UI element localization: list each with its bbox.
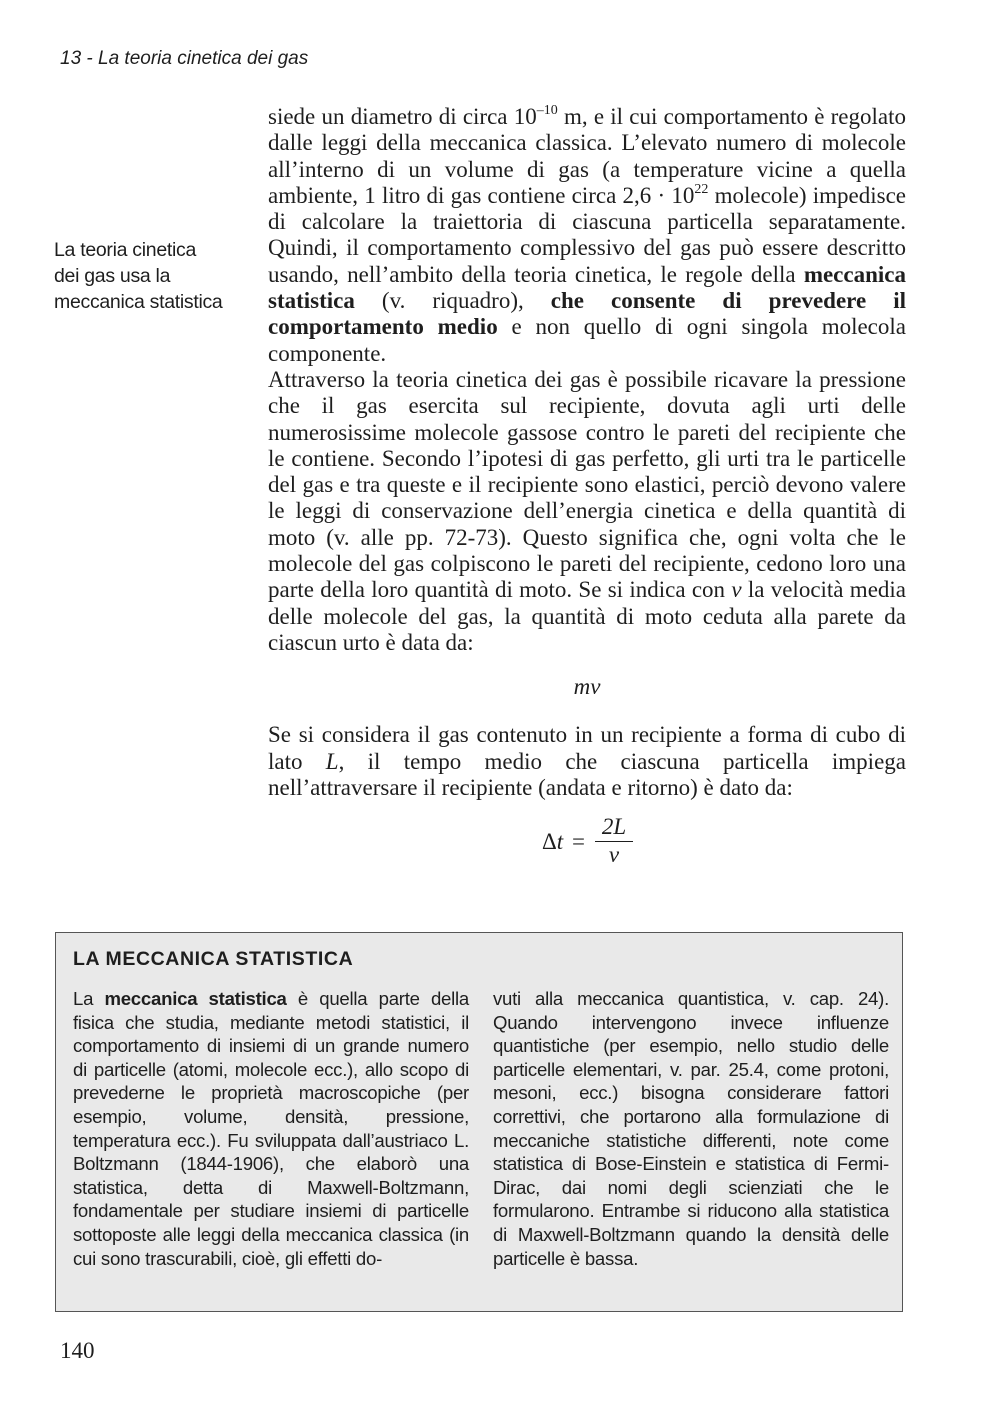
paragraph-1: siede un diametro di circa $10^{-10}$ m, e il cui comportamento è regolato dalle leggi della meccanica classica. L’elevato numero di molecole all’interno di un volume di gas (a temperature vicine a quella ambiente, 1 litro di gas contiene circa $2,6 \cdot 10^{22}$ molecole) impedisce di calcolare la traiettoria di ciascuna particella separatamente. Quindi, il comportamento complessivo del gas può essere descritto usando, nell’ambito della teoria cinetica, le regole della meccanica statistica (v. riquadro), che consente di prevedere il comportamento medio e non quello di ogni singola molecola componente. bbox=[268, 103, 906, 366]
running-header: 13 - La teoria cinetica dei gas bbox=[60, 48, 309, 69]
bold-term: meccanica statistica bbox=[268, 261, 906, 314]
box-title: LA MECCANICA STATISTICA bbox=[73, 948, 354, 970]
margin-note-line: meccanica statistica bbox=[54, 291, 223, 313]
margin-note-line: dei gas usa la bbox=[54, 265, 171, 287]
box-column-left: La meccanica statistica è quella parte della fisica che studia, mediante metodi statistici, il comportamento di insiemi di un grande numero di particelle (atomi, molecole ecc.), allo scopo di prevederne le proprietà macroscopiche (per esempio, volume, densità, pressione, temperatura ecc.). Fu sviluppata dall’austriaco L. Boltzmann (1844-1906), che elaborò una statistica, detta di Maxwell-Boltzmann, fondamentale per studiare insiemi di particelle sottoposte alle leggi della meccanica classica (in cui sono trascurabili, cioè, gli effetti do- bbox=[73, 988, 470, 1269]
fraction-numerator: 2L bbox=[595, 815, 633, 842]
main-text bbox=[268, 104, 906, 875]
bold-term: meccanica statistica bbox=[104, 988, 287, 1009]
bold-phrase: che consente di prevedere il comportamento medio bbox=[268, 288, 906, 340]
fraction-denominator: v bbox=[608, 842, 620, 868]
formula-momentum: mv bbox=[573, 674, 601, 700]
margin-note-line: La teoria cinetica bbox=[54, 239, 197, 261]
paragraph-2: Attraverso la teoria cinetica dei gas è possibile ricavare la pressione che il gas esercita sul recipiente, dovuta agli urti delle numerosissime molecole gassose contro le pareti del recipiente che le contiene. Secondo l’ipotesi di gas perfetto, gli urti tra le particelle del gas e tra queste e il recipiente sono elastici, perciò devono valere le leggi di conservazione dell’energia cinetica e della quantità di moto (v. alle pp. 72-73). Questo significa che, ogni volta che le molecole del gas colpiscono le pareti del recipiente, cedono loro una parte della loro quantità di moto. Se si indica con v la velocità media delle molecole del gas, la quantità di moto ceduta alla parete da ciascun urto è data da: bbox=[268, 366, 906, 655]
info-box bbox=[55, 932, 903, 1312]
formula-delta-t: Δt = $\frac{2L}{v}$ bbox=[268, 815, 906, 875]
page-number: 140 bbox=[60, 1338, 95, 1363]
paragraph-3: Se si considera il gas contenuto in un recipiente a forma di cubo di lato L, il tempo medio che ciascuna particella impiega nell’attraversare il recipiente (andata e ritorno) è dato da: bbox=[268, 722, 906, 800]
margin-note bbox=[54, 237, 254, 315]
fraction bbox=[595, 815, 633, 868]
box-column-right: vuti alla meccanica quantistica, v. cap. 24). Quando intervengono invece influenze quantistiche (per esempio, nello studio delle particelle elementari, v. par. 25.4, come protoni, mesoni, ecc.) bisogna considerare fattori correttivi, che portarono alla formulazione di meccaniche statistiche differenti, note come statistica di Bose-Einstein e statistica di Fermi-Dirac, dai nomi degli scienziati che le formularono. Entrambe si riducono alla statistica di Maxwell-Boltzmann quando la densità delle particelle è bassa. bbox=[493, 988, 889, 1269]
